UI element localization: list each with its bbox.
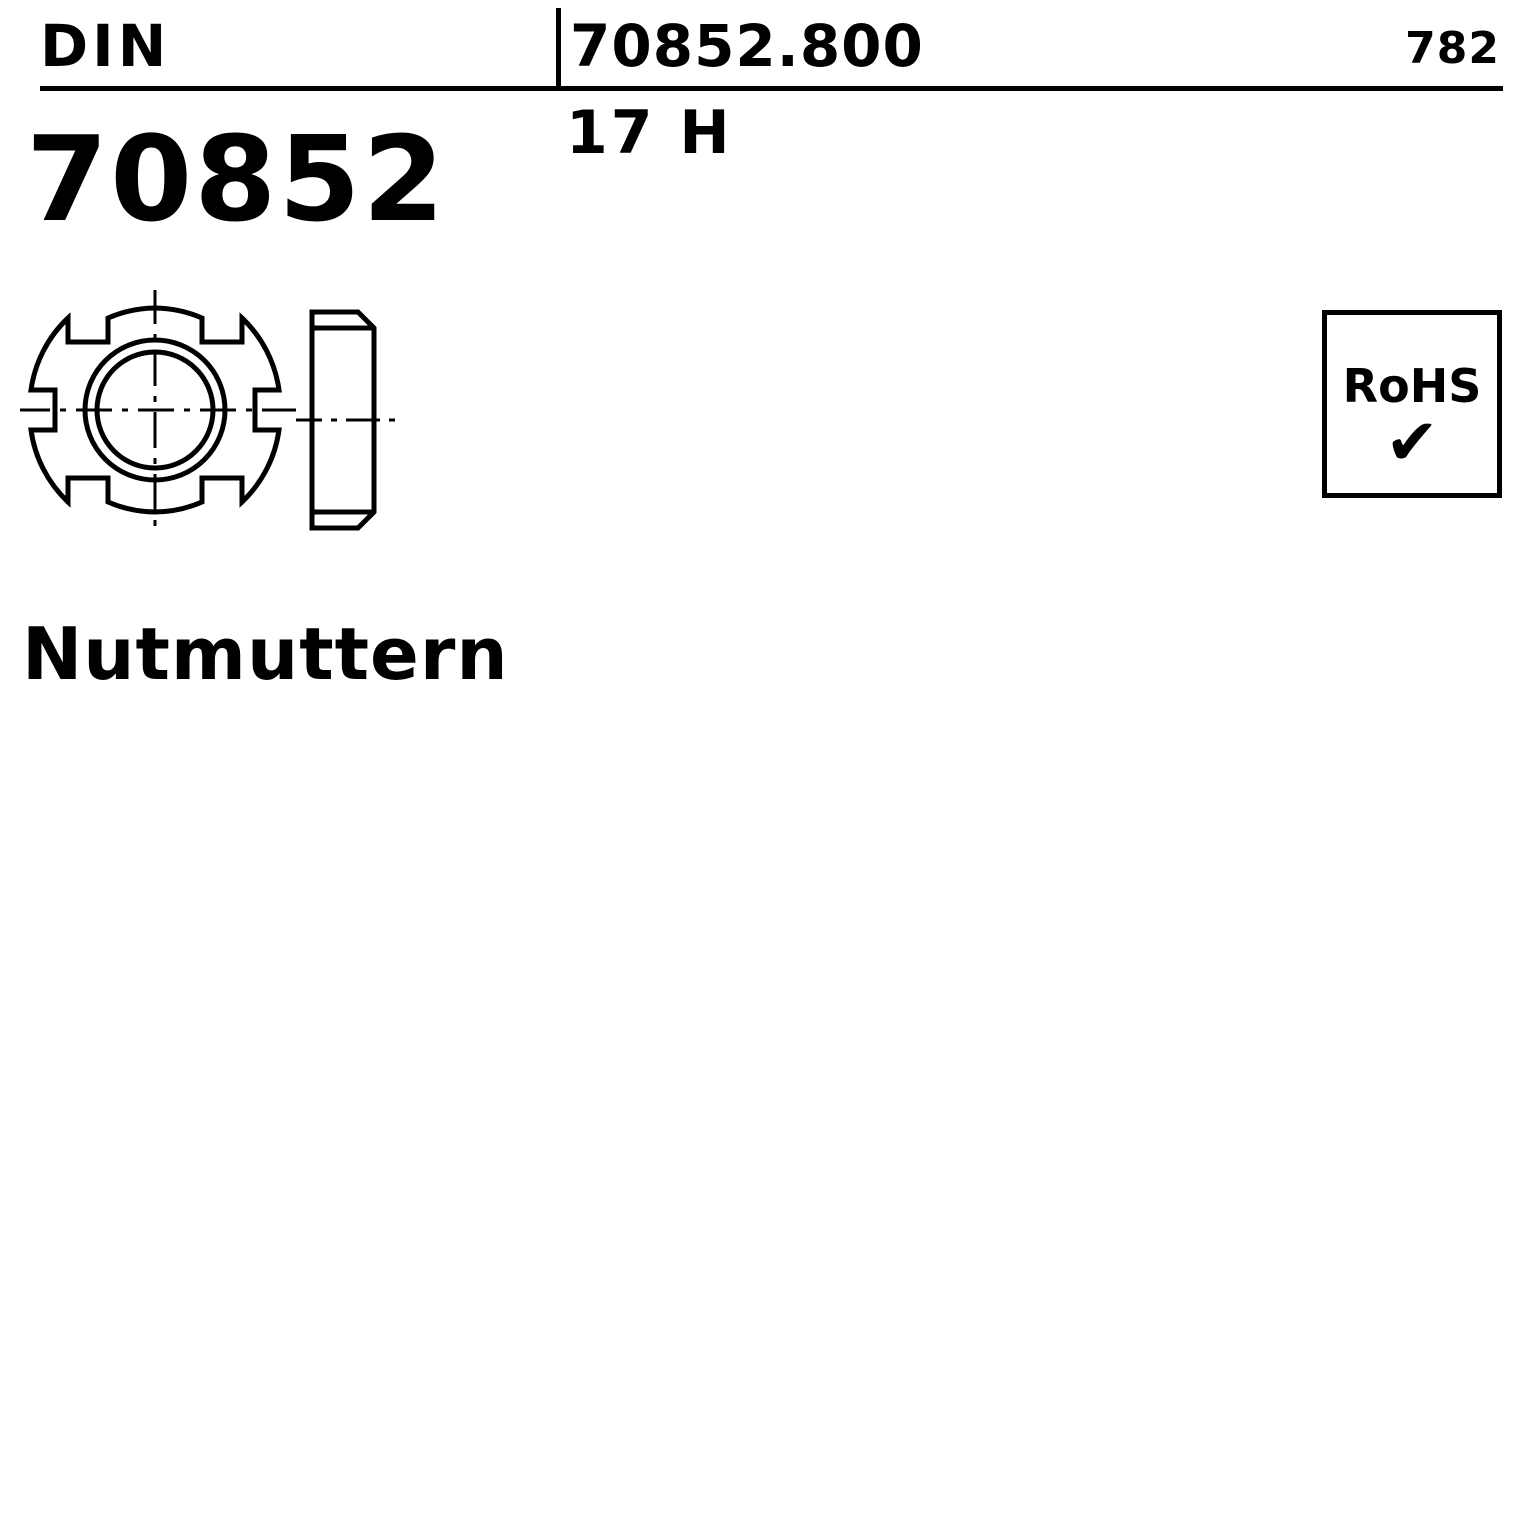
rohs-label: RoHS bbox=[1342, 359, 1482, 413]
article-number: 70852.800 bbox=[570, 12, 924, 80]
product-name: Nutmuttern bbox=[22, 612, 509, 696]
header-separator-rule bbox=[556, 8, 561, 88]
header bbox=[40, 8, 1500, 80]
page-number: 782 bbox=[1405, 23, 1500, 74]
rohs-badge bbox=[1322, 310, 1502, 498]
strength-grade: 17 H bbox=[566, 98, 733, 168]
side-view-svg bbox=[296, 300, 406, 550]
standard-label: DIN bbox=[40, 12, 171, 80]
check-icon: ✔ bbox=[1385, 406, 1439, 480]
slotted-round-nut-side-view bbox=[296, 300, 406, 550]
page-title: 70852 bbox=[26, 110, 447, 248]
header-horizontal-rule bbox=[40, 86, 1503, 91]
